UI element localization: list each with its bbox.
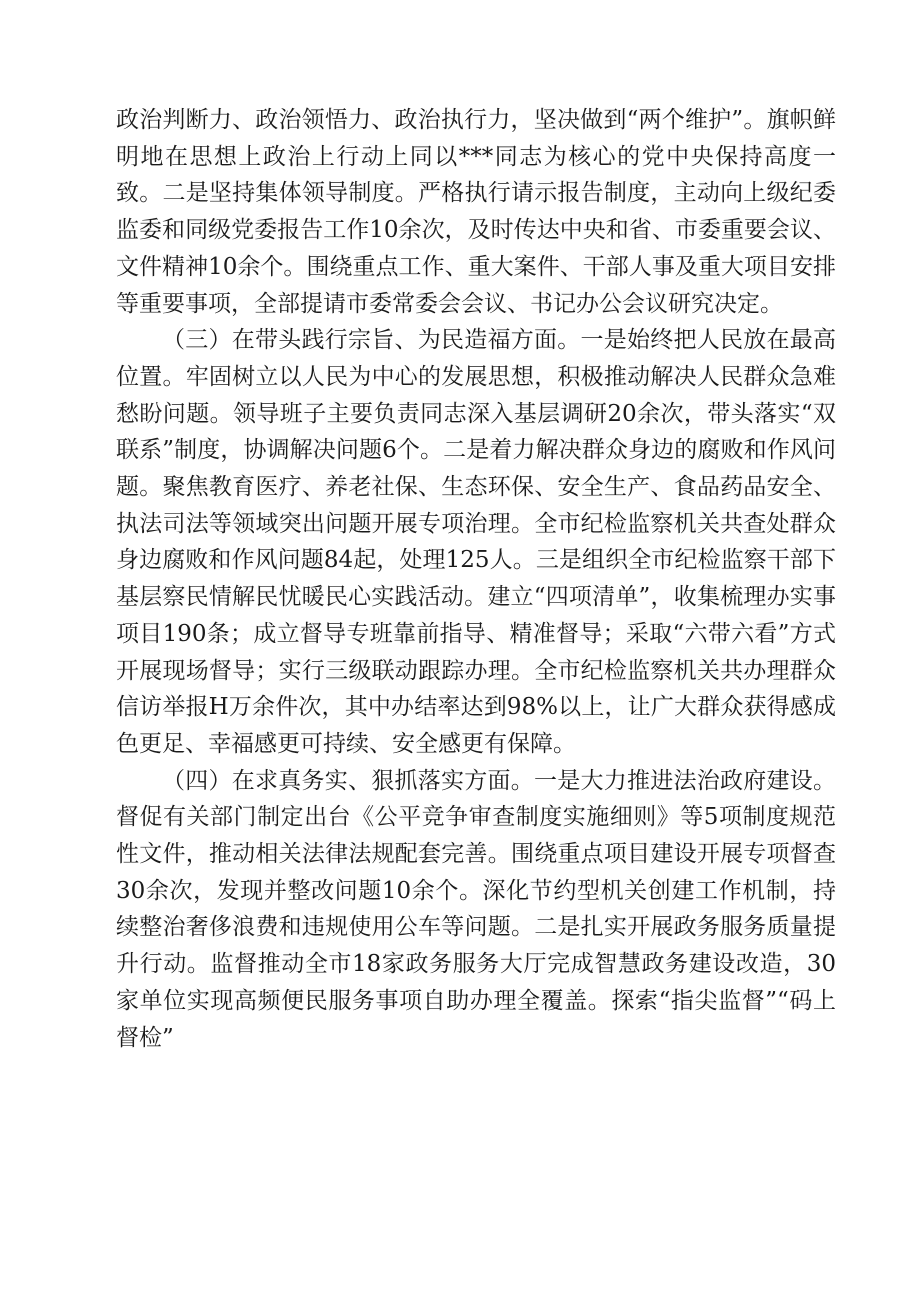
paragraph-serving-people: （三）在带头践行宗旨、为民造福方面。一是始终把人民放在最高位置。牢固树立以人民为中心的发展思想，积极推动解决人民群众急难愁盼问题。领导班子主要负责同志深入基层调研20余次，带头落实“双联系”制度，协调解决问题6个。二是着力解决群众身边的腐败和作风问题。聚焦教育医疗、养老社保、生态环保、安全生产、食品药品安全、执法司法等领域突出问题开展专项治理。全市纪检监察机关共查处群众身边腐败和作风问题84起，处理125人。三是组织全市纪检监察干部下基层察民情解民忧暖民心实践活动。建立“四项清单”，收集梳理办实事项目190条；成立督导专班靠前指导、精准督导；采取“六带六看”方式开展现场督导；实行三级联动跟踪办理。全市纪检监察机关共办理群众信访举报H万余件次，其中办结率达到98%以上，让广大群众获得感成色更足、幸福感更可持续、安全感更有保障。: [116, 327, 836, 757]
paragraph-political-leadership: 政治判断力、政治领悟力、政治执行力，坚决做到“两个维护”。旗帜鲜明地在思想上政治上行动上同以***同志为核心的党中央保持高度一致。二是坚持集体领导制度。严格执行请示报告制度，主动向上级纪委监委和同级党委报告工作10余次，及时传达中央和省、市委重要会议、文件精神10余个。围绕重点工作、重大案件、干部人事及重大项目安排等重要事项，全部提请市委常委会会议、书记办公会议研究决定。: [116, 107, 836, 317]
document-page: [116, 102, 836, 1056]
paragraph-practical-implementation: （四）在求真务实、狠抓落实方面。一是大力推进法治政府建设。督促有关部门制定出台《公平竞争审查制度实施细则》等5项制度规范性文件，推动相关法律法规配套完善。围绕重点项目建设开展专项督查30余次，发现并整改问题10余个。深化节约型机关创建工作机制，持续整治奢侈浪费和违规使用公车等问题。二是扎实开展政务服务质量提升行动。监督推动全市18家政务服务大厅完成智慧政务建设改造，30家单位实现高频便民服务事项自助办理全覆盖。探索“指尖监督”“码上督检”: [116, 767, 836, 1051]
